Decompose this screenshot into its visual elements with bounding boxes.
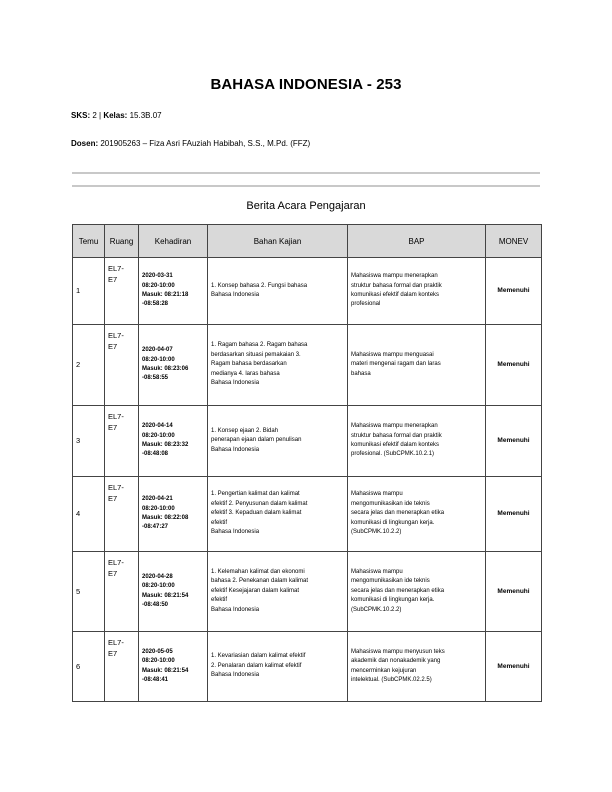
cell-bahan-kajian — [208, 325, 348, 406]
cell-line: komunikasi efektif dalam konteks — [351, 442, 440, 448]
cell-line: EL7- — [108, 558, 124, 567]
cell-line: Bahasa Indonesia — [211, 529, 260, 536]
cell-line: intelektual. (SubCPMK.02.2.5) — [351, 676, 432, 683]
cell-line: Bahasa Indonesia — [211, 672, 260, 679]
cell-line: efektif 3. Kepaduan dalam kalimat — [211, 510, 302, 517]
cell-line: komunikasi efektif dalam konteks — [351, 292, 440, 298]
cell-line: bahasa — [351, 370, 371, 377]
cell-ruang — [105, 552, 139, 632]
cell-bap — [348, 258, 486, 325]
cell-line: berdasarkan situasi pemakaian 3. — [211, 351, 301, 358]
sks-value: 2 | — [90, 111, 104, 120]
cell-line: E7 — [108, 568, 118, 578]
page-title: BAHASA INDONESIA - 253 — [210, 76, 402, 93]
cell-line: E7 — [108, 422, 118, 432]
cell-line: Bahasa Indonesia — [211, 606, 260, 613]
cell-line: 2. Penalaran dalam kalimat efektif — [211, 662, 302, 669]
cell-line: Masuk: 08:22:08 — [142, 515, 189, 521]
cell-monev: Memenuhi — [486, 406, 542, 477]
course-info-line — [71, 111, 162, 120]
table-row — [73, 552, 542, 632]
cell-kehadiran — [139, 632, 208, 702]
cell-line: E7 — [108, 493, 118, 503]
table-header-row — [73, 225, 542, 258]
cell-line: -08:58:55 — [142, 375, 169, 382]
cell-monev: Memenuhi — [486, 325, 542, 406]
table-row — [73, 477, 542, 552]
header-temu: Temu — [73, 225, 105, 258]
cell-line: -08:58:28 — [142, 301, 169, 308]
cell-line: mengomunikasikan ide teknis — [351, 500, 430, 507]
cell-line: materi mengenai ragam dan laras — [351, 361, 441, 368]
cell-line: 08:20-10:00 — [142, 658, 175, 665]
cell-monev: Memenuhi — [486, 258, 542, 325]
cell-monev: Memenuhi — [486, 552, 542, 632]
cell-bahan-kajian — [208, 406, 348, 477]
dosen-value: 201905263 – Fiza Asri FAuziah Habibah, S.S., M.Pd. (FFZ) — [98, 139, 311, 148]
cell-line: 2020-04-14 — [142, 423, 173, 430]
cell-ruang — [105, 477, 139, 552]
cell-line: Masuk: 08:21:54 — [142, 667, 189, 674]
cell-line: 2020-03-31 — [142, 273, 173, 280]
cell-line: -08:48:08 — [142, 451, 169, 458]
teaching-report-table — [72, 224, 542, 702]
cell-bahan-kajian — [208, 552, 348, 632]
table-row — [73, 406, 542, 477]
cell-line: Mahasiswa mampu menyusun teks — [351, 648, 445, 655]
cell-bap — [348, 552, 486, 632]
cell-line: Ragam bahasa berdasarkan — [211, 361, 287, 368]
cell-line: Bahasa Indonesia — [211, 292, 260, 298]
cell-bap — [348, 325, 486, 406]
cell-line: (SubCPMK.10.2.2) — [351, 529, 402, 536]
cell-line: komunikasi di lingkungan kerja. — [351, 597, 435, 604]
cell-line: 08:20-10:00 — [142, 505, 175, 512]
header-ruang: Ruang — [105, 225, 139, 258]
cell-line: Masuk: 08:23:32 — [142, 442, 189, 448]
cell-ruang — [105, 325, 139, 406]
cell-ruang — [105, 406, 139, 477]
cell-line: struktur bahasa formal dan praktik — [351, 432, 442, 439]
dosen-label: Dosen: — [71, 139, 99, 148]
cell-temu: 4 — [73, 477, 105, 552]
cell-kehadiran — [139, 406, 208, 477]
header-kehadiran: Kehadiran — [139, 225, 208, 258]
cell-line: -08:48:41 — [142, 676, 169, 683]
cell-line: EL7- — [108, 412, 124, 421]
cell-line: 1. Kelemahan kalimat dan ekonomi — [211, 568, 305, 575]
cell-line: 2020-04-21 — [142, 496, 173, 503]
cell-line: struktur bahasa formal dan praktik — [351, 282, 442, 289]
cell-monev: Memenuhi — [486, 632, 542, 702]
cell-line: 1. Kevariasian dalam kalimat efektif — [211, 653, 306, 660]
cell-line: 08:20-10:00 — [142, 356, 175, 363]
cell-line: profesional — [351, 301, 381, 308]
cell-line: 1. Konsep bahasa 2. Fungsi bahasa — [211, 282, 308, 289]
cell-line: Masuk: 08:23:06 — [142, 366, 189, 372]
cell-line: 2020-04-07 — [142, 347, 173, 354]
cell-line: Bahasa Indonesia — [211, 380, 260, 387]
cell-line: mengomunikasikan ide teknis — [351, 578, 430, 585]
table-row — [73, 325, 542, 406]
cell-line: 2020-04-28 — [142, 573, 173, 580]
cell-temu: 2 — [73, 325, 105, 406]
cell-line: akademik dan nonakademik yang — [351, 658, 441, 665]
cell-line: -08:48:50 — [142, 601, 169, 608]
cell-line: Masuk: 08:21:18 — [142, 292, 189, 298]
cell-line: efektif 2. Penyusunan dalam kalimat — [211, 500, 308, 507]
table-row — [73, 632, 542, 702]
table-row — [73, 258, 542, 325]
cell-line: Masuk: 08:21:54 — [142, 592, 189, 599]
cell-kehadiran — [139, 477, 208, 552]
cell-temu: 3 — [73, 406, 105, 477]
cell-line: EL7- — [108, 331, 124, 340]
cell-bahan-kajian — [208, 632, 348, 702]
cell-line: bahasa 2. Penekanan dalam kalimat — [211, 578, 309, 585]
lecturer-info-line — [71, 139, 310, 148]
cell-bahan-kajian — [208, 258, 348, 325]
cell-temu: 5 — [73, 552, 105, 632]
kelas-label: Kelas: — [103, 111, 128, 120]
cell-line: mencerminkan kejujuran — [351, 667, 417, 674]
cell-line: EL7- — [108, 483, 124, 492]
cell-bap — [348, 477, 486, 552]
cell-line: EL7- — [108, 638, 124, 647]
kelas-value: 15.3B.07 — [127, 111, 162, 120]
cell-line: komunikasi di lingkungan kerja. — [351, 519, 435, 526]
cell-line: Mahasiswa mampu menerapkan — [351, 423, 438, 430]
header-bahan-kajian: Bahan Kajian — [208, 225, 348, 258]
cell-temu: 1 — [73, 258, 105, 325]
cell-bahan-kajian — [208, 477, 348, 552]
cell-line: efektif — [211, 597, 228, 604]
cell-kehadiran — [139, 552, 208, 632]
cell-monev: Memenuhi — [486, 477, 542, 552]
cell-bap — [348, 406, 486, 477]
cell-line: 08:20-10:00 — [142, 282, 175, 289]
header-bap: BAP — [348, 225, 486, 258]
cell-line: secara jelas dan menerapkan etika — [351, 510, 445, 517]
cell-kehadiran — [139, 258, 208, 325]
cell-line: EL7- — [108, 264, 124, 273]
sks-label: SKS: — [71, 111, 91, 120]
cell-line: E7 — [108, 648, 118, 658]
section-title: Berita Acara Pengajaran — [246, 200, 366, 212]
header-monev: MONEV — [486, 225, 542, 258]
cell-line: penerapan ejaan dalam penulisan — [211, 437, 302, 444]
cell-line: medianya 4. laras bahasa — [211, 370, 280, 377]
cell-kehadiran — [139, 325, 208, 406]
cell-line: 1. Ragam bahasa 2. Ragam bahasa — [211, 342, 308, 349]
cell-line: -08:47:27 — [142, 524, 169, 531]
cell-line: Mahasiswa mampu — [351, 568, 403, 575]
cell-line: efektif Kesejajaran dalam kalimat — [211, 587, 300, 594]
cell-line: 2020-05-05 — [142, 648, 173, 655]
cell-line: Mahasiswa mampu menerapkan — [351, 273, 438, 280]
cell-line: 1. Pengertian kalimat dan kalimat — [211, 491, 300, 498]
cell-bap — [348, 632, 486, 702]
cell-line: Mahasiswa mampu — [351, 491, 403, 498]
cell-line: (SubCPMK.10.2.2) — [351, 606, 402, 613]
cell-line: efektif — [211, 519, 228, 526]
cell-line: 08:20-10:00 — [142, 432, 175, 439]
cell-line: Bahasa Indonesia — [211, 446, 260, 453]
cell-line: 1. Konsep ejaan 2. Bidah — [211, 427, 279, 434]
cell-ruang — [105, 258, 139, 325]
cell-line: secara jelas dan menerapkan etika — [351, 587, 445, 594]
cell-ruang — [105, 632, 139, 702]
cell-temu: 6 — [73, 632, 105, 702]
divider-top — [72, 172, 540, 174]
cell-line: E7 — [108, 274, 118, 284]
cell-line: profesional. (SubCPMK.10.2.1) — [351, 451, 435, 458]
cell-line: Mahasiswa mampu menguasai — [351, 351, 434, 358]
cell-line: E7 — [108, 341, 118, 351]
divider-bottom — [72, 185, 540, 187]
cell-line: 08:20-10:00 — [142, 583, 175, 590]
